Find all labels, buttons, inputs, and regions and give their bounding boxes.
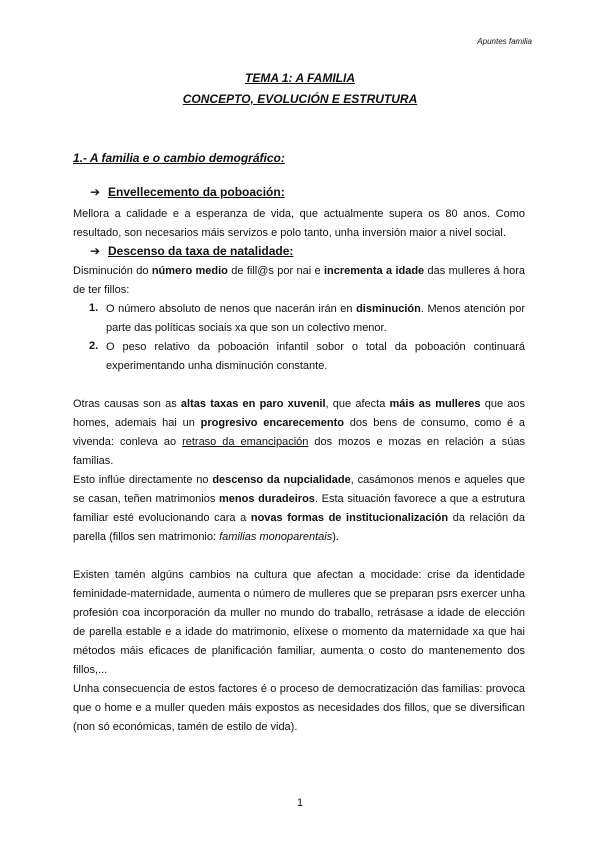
para4-line-8: que o home e a muller queden máis expostos as necesidades dos fillos, que se diversifican bbox=[73, 702, 525, 714]
para1-line-2: resultado, son necesarios máis servizos e polo tanto, unha inversión maior a nivel social. bbox=[73, 227, 506, 239]
running-header: Apuntes familia bbox=[477, 37, 532, 46]
list-number: 1. bbox=[89, 302, 99, 314]
para3-line-4: familias. bbox=[73, 455, 114, 467]
para4-line-6: fillos,... bbox=[73, 664, 108, 676]
list-number: 2. bbox=[89, 340, 99, 352]
para4-line-3: profesión coa incorporación da muller no mundo do traballo, retrásase a idade de elección bbox=[73, 607, 525, 619]
para3-line-2: homes, ademais hai un progresivo encarecemento dos bens de consumo, como é a bbox=[73, 417, 525, 429]
list-item-2-line-2: experimentando unha disminución constante. bbox=[106, 360, 328, 372]
bullet-label: Descenso da taxa de natalidade: bbox=[108, 244, 294, 258]
page-number: 1 bbox=[296, 797, 304, 809]
para4-line-1: Existen tamén algúns cambios na cultura que afectan a mocidade: crise da identidade bbox=[73, 569, 525, 581]
arrow-icon: ➔ bbox=[90, 244, 101, 258]
para4-line-5: métodos máis eficaces de planificación familiar, aumenta o costo do mantenemento dos bbox=[73, 645, 525, 657]
para3-line-7: familiar esté evolucionando cara a novas formas de institucionalización da relación da bbox=[73, 512, 526, 524]
para4-line-7: Unha consecuencia de estos factores é o proceso de democratización das familias: provoca bbox=[73, 683, 525, 695]
section-heading: 1.- A familia e o cambio demográfico: bbox=[73, 151, 285, 165]
para4-line-9: (non só económicas, tamén de estilo de vida). bbox=[73, 721, 298, 733]
arrow-icon: ➔ bbox=[90, 185, 101, 199]
para3-line-5: Esto inflúe directamente no descenso da nupcialidade, casámonos menos e aqueles que bbox=[73, 474, 526, 486]
list-item-1-line-2: parte das políticas sociais xa que son un colectivo menor. bbox=[106, 322, 387, 334]
bullet-descenso bbox=[90, 244, 293, 258]
para4-line-2: feminidade-maternidade, aumenta o número de mulleres que se preparan psrs exercer unha bbox=[73, 588, 525, 600]
para2-line-1: Disminución do número medio de fill@s por nai e incrementa a idade das mulleres á hora bbox=[73, 265, 525, 277]
bullet-envellecemento bbox=[90, 185, 285, 199]
list-item-2-line-1: O peso relativo da poboación infantil sobor o total da poboación continuará bbox=[106, 341, 525, 353]
para3-line-6: se casan, teñen matrimonios menos duradeiros. Esta situación favorece a que a estrutura bbox=[73, 493, 526, 505]
list-item-1-line-1: O número absoluto de nenos que nacerán irán en disminución. Menos atención por bbox=[106, 303, 525, 315]
title-line-1: TEMA 1: A FAMILIA bbox=[245, 71, 355, 85]
para2-line-2: de ter fillos: bbox=[73, 284, 130, 296]
para1-line-1: Mellora a calidade e a esperanza de vida, que actualmente supera os 80 anos. Como bbox=[73, 208, 525, 220]
para3-line-3: vivenda: conleva ao retraso da emancipación dos mozos e mozas en relación a súas bbox=[73, 436, 525, 448]
para4-line-4: de parella estable e a idade do matrimonio, elíxese o momento da maternidade xa que hai bbox=[73, 626, 525, 638]
title-line-2: CONCEPTO, EVOLUCIÓN E ESTRUTURA bbox=[182, 92, 418, 106]
para3-line-1: Otras causas son as altas taxas en paro xuvenil, que afecta máis as mulleres que aos bbox=[73, 398, 525, 410]
bullet-label: Envellecemento da poboación: bbox=[108, 185, 285, 199]
para3-line-8: parella (fillos sen matrimonio: familias monoparentais). bbox=[73, 531, 339, 543]
